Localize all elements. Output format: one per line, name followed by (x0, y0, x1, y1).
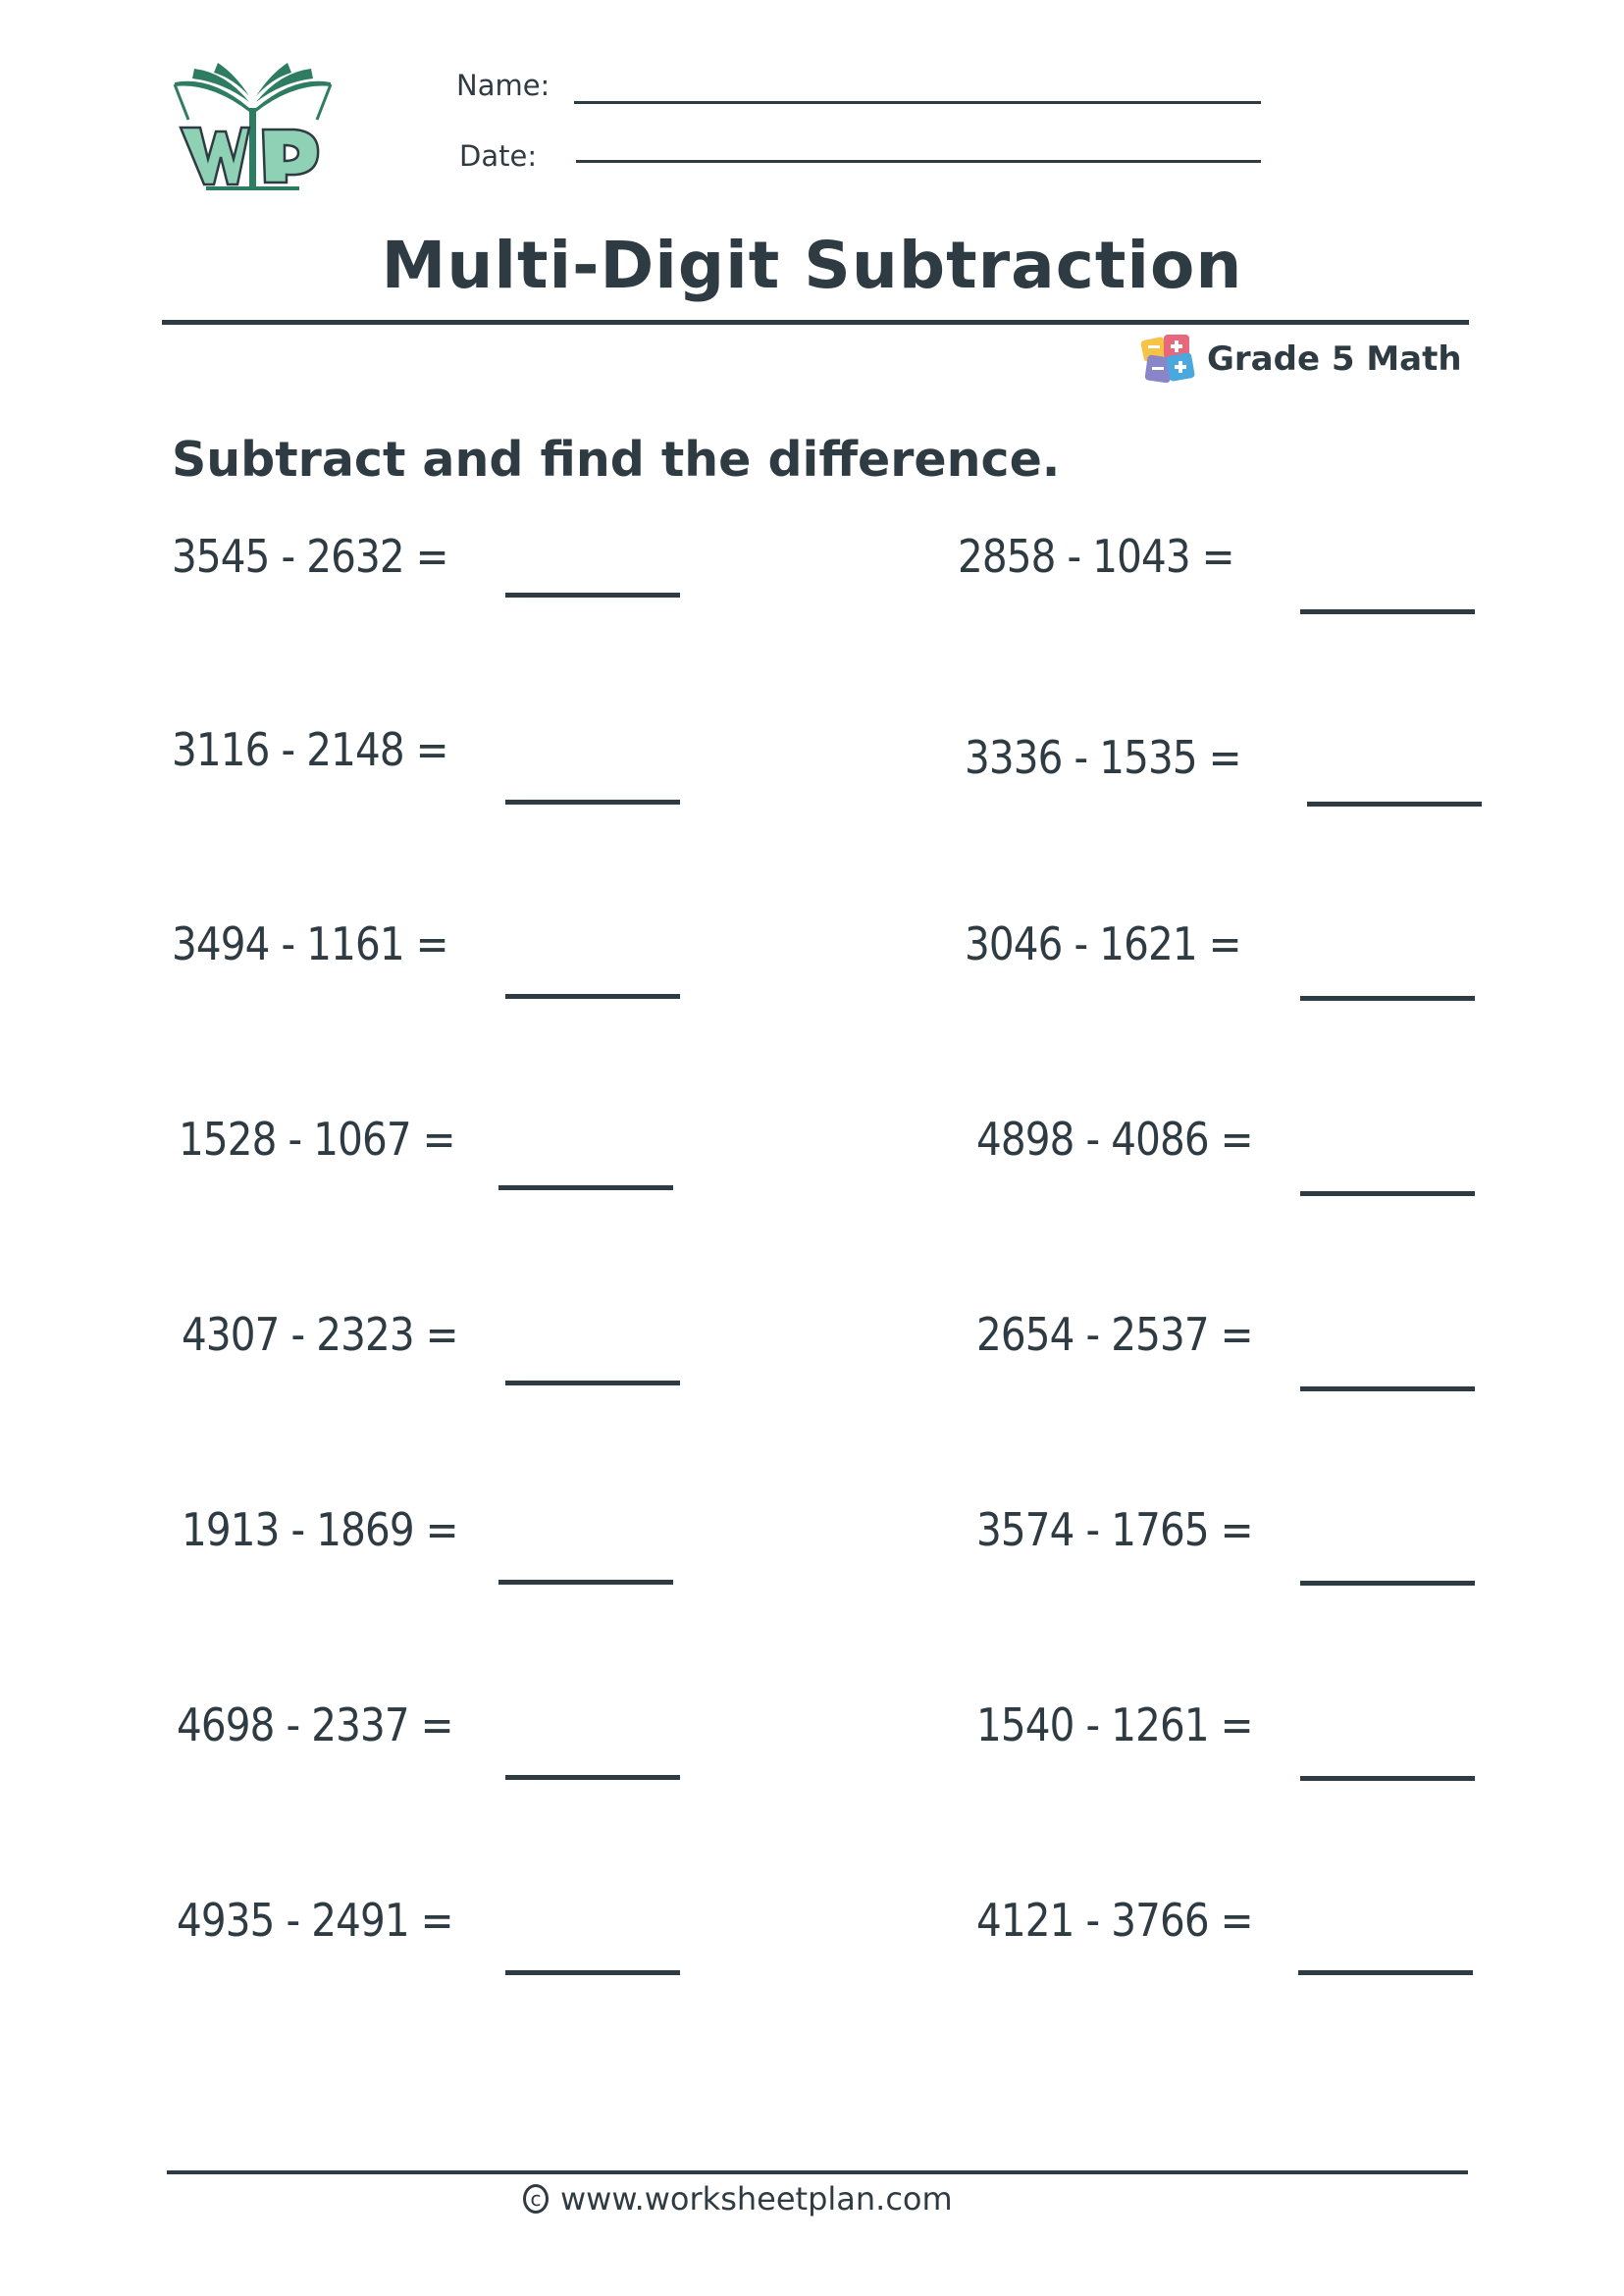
problem-right-3: 3046 - 1621 = (965, 917, 1241, 970)
date-label: Date: (459, 139, 538, 173)
footer-site-link[interactable]: www.worksheetplan.com (560, 2180, 953, 2218)
answer-blank-right-8[interactable] (1298, 1970, 1473, 1975)
problem-right-5: 2654 - 2537 = (976, 1308, 1253, 1361)
copyright-icon: c (523, 2184, 549, 2214)
problem-left-7: 4698 - 2337 = (177, 1698, 453, 1751)
problem-left-2: 3116 - 2148 = (172, 723, 448, 776)
worksheetplan-logo (167, 61, 339, 198)
problem-right-2: 3336 - 1535 = (965, 731, 1241, 784)
math-operations-icon (1140, 333, 1197, 386)
date-field[interactable] (576, 160, 1261, 163)
answer-blank-left-8[interactable] (505, 1970, 680, 1975)
name-field[interactable] (574, 101, 1261, 104)
problem-left-6: 1913 - 1869 = (182, 1503, 458, 1556)
problem-right-6: 3574 - 1765 = (976, 1503, 1253, 1556)
answer-blank-left-6[interactable] (498, 1580, 673, 1585)
answer-blank-left-2[interactable] (505, 800, 680, 805)
grade-label: Grade 5 Math (1207, 339, 1462, 379)
answer-blank-right-7[interactable] (1300, 1776, 1475, 1781)
problem-right-4: 4898 - 4086 = (976, 1113, 1253, 1166)
answer-blank-right-2[interactable] (1307, 802, 1482, 807)
problem-right-7: 1540 - 1261 = (976, 1698, 1253, 1751)
answer-blank-right-3[interactable] (1300, 996, 1475, 1001)
footer (523, 2180, 953, 2218)
answer-blank-left-3[interactable] (505, 994, 680, 999)
answer-blank-right-4[interactable] (1300, 1191, 1475, 1196)
title-divider (162, 320, 1469, 325)
page-title: Multi-Digit Subtraction (381, 228, 1243, 303)
name-label: Name: (456, 69, 550, 102)
instructions: Subtract and find the difference. (172, 432, 1061, 488)
answer-blank-right-5[interactable] (1300, 1386, 1475, 1391)
problem-left-5: 4307 - 2323 = (182, 1308, 458, 1361)
problem-right-8: 4121 - 3766 = (976, 1894, 1253, 1947)
answer-blank-right-1[interactable] (1300, 609, 1475, 614)
footer-divider (167, 2170, 1468, 2174)
answer-blank-left-4[interactable] (498, 1185, 673, 1190)
book-logo-icon (167, 61, 339, 198)
problem-left-3: 3494 - 1161 = (172, 917, 448, 970)
answer-blank-right-6[interactable] (1300, 1581, 1475, 1586)
problem-left-4: 1528 - 1067 = (179, 1113, 455, 1166)
grade-badge (1140, 334, 1462, 385)
problem-left-1: 3545 - 2632 = (172, 530, 448, 583)
problem-right-1: 2858 - 1043 = (958, 530, 1234, 583)
answer-blank-left-7[interactable] (505, 1775, 680, 1780)
problem-left-8: 4935 - 2491 = (177, 1894, 453, 1947)
answer-blank-left-5[interactable] (505, 1381, 680, 1385)
answer-blank-left-1[interactable] (505, 593, 680, 598)
